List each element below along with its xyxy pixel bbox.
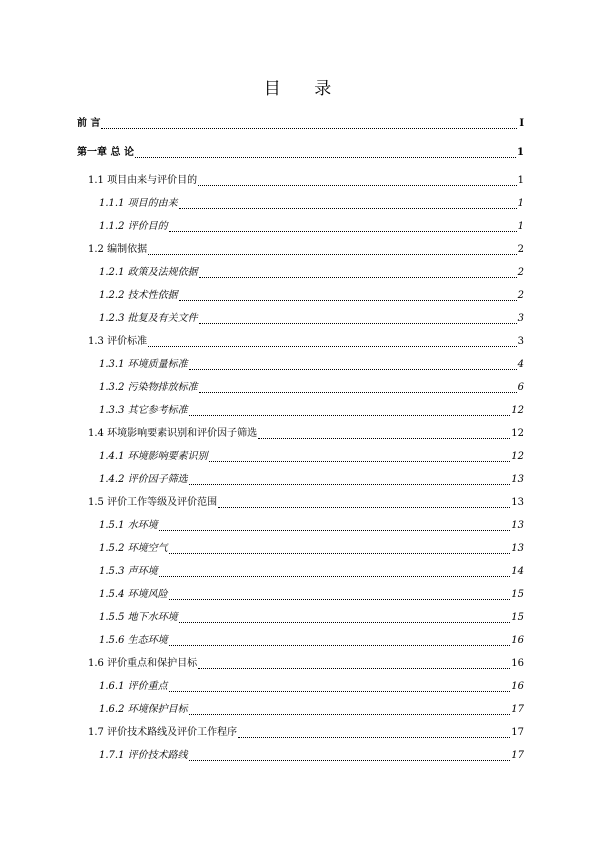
toc-entry-page: 3 (517, 336, 524, 347)
toc-entry[interactable] (99, 288, 524, 304)
toc-entry-label: 1.5.6 生态环境 (99, 635, 168, 646)
toc-entry-page: 2 (517, 267, 524, 278)
toc-entry-page: I (519, 118, 524, 129)
toc-entry-page: 1 (517, 175, 524, 186)
dot-leader (238, 725, 510, 738)
toc-entry[interactable] (99, 679, 524, 695)
toc-entry[interactable] (77, 145, 524, 161)
toc-entry[interactable] (99, 380, 524, 396)
dot-leader (169, 587, 511, 600)
toc-entry[interactable] (99, 748, 524, 764)
toc-entry-label: 1.4.1 环境影响要素识别 (99, 451, 208, 462)
toc-entry-label: 1.1.1 项目的由来 (99, 198, 178, 209)
toc-entry-label: 1.2.2 技术性依据 (99, 290, 178, 301)
toc-entry-label: 1.5 评价工作等级及评价范围 (88, 497, 218, 508)
toc-entry-page: 13 (511, 474, 524, 485)
dot-leader (189, 472, 511, 485)
dot-leader (199, 265, 517, 278)
toc-entry-label: 第一章 总 论 (77, 147, 134, 158)
toc-entry[interactable] (99, 403, 524, 419)
toc-entry[interactable] (99, 219, 524, 235)
toc-entry-page: 16 (511, 658, 524, 669)
dot-leader (179, 288, 517, 301)
dot-leader (159, 518, 511, 531)
toc-entry-label: 1.3.1 环境质量标准 (99, 359, 188, 370)
toc-entry[interactable] (99, 633, 524, 649)
toc-entry-label: 1.6.2 环境保护目标 (99, 704, 188, 715)
toc-entry-label: 1.5.1 水环境 (99, 520, 158, 531)
toc-entry[interactable] (99, 357, 524, 373)
dot-leader (199, 311, 517, 324)
toc-entry[interactable] (99, 518, 524, 534)
dot-leader (198, 656, 510, 669)
toc-entry-label: 前 言 (77, 118, 101, 129)
toc-entry-page: 12 (511, 451, 524, 462)
toc-entry[interactable] (99, 564, 524, 580)
dot-leader (135, 145, 516, 158)
toc-entry[interactable] (77, 116, 524, 132)
toc-entry-page: 17 (511, 704, 524, 715)
toc-entry-page: 6 (517, 382, 524, 393)
toc-entry-page: 2 (517, 244, 524, 255)
toc-entry[interactable] (99, 702, 524, 718)
dot-leader (169, 219, 517, 232)
toc-entry-page: 14 (511, 566, 524, 577)
toc-entry[interactable] (99, 265, 524, 281)
toc-entry-page: 3 (517, 313, 524, 324)
toc-entry-label: 1.1 项目由来与评价目的 (88, 175, 198, 186)
toc-entry-label: 1.1.2 评价目的 (99, 221, 168, 232)
dot-leader (101, 116, 517, 129)
toc-entry-label: 1.3.3 其它参考标准 (99, 405, 188, 416)
toc-entry[interactable] (99, 311, 524, 327)
dot-leader (218, 495, 510, 508)
toc-entry-page: 17 (511, 727, 524, 738)
toc-entry-label: 1.7 评价技术路线及评价工作程序 (88, 727, 238, 738)
dot-leader (189, 403, 511, 416)
dot-leader (198, 173, 517, 186)
toc-entry[interactable] (88, 656, 524, 672)
dot-leader (189, 748, 511, 761)
dot-leader (169, 633, 511, 646)
dot-leader (169, 679, 511, 692)
toc-entry-label: 1.2.1 政策及法规依据 (99, 267, 198, 278)
toc-entry-label: 1.6 评价重点和保护目标 (88, 658, 198, 669)
dot-leader (209, 449, 511, 462)
toc-entry[interactable] (99, 196, 524, 212)
toc-entry-label: 1.3 评价标准 (88, 336, 148, 347)
dot-leader (169, 541, 511, 554)
dot-leader (189, 357, 517, 370)
toc-entry-page: 12 (511, 428, 524, 439)
toc-entry[interactable] (99, 472, 524, 488)
dot-leader (199, 380, 517, 393)
toc-entry[interactable] (99, 449, 524, 465)
toc-entry[interactable] (88, 334, 524, 350)
toc-entry-page: 16 (511, 635, 524, 646)
dot-leader (179, 196, 517, 209)
toc-entry-label: 1.2.3 批复及有关文件 (99, 313, 198, 324)
toc-entry[interactable] (88, 426, 524, 442)
toc-entry-label: 1.5.5 地下水环境 (99, 612, 178, 623)
dot-leader (179, 610, 511, 623)
toc-entry-page: 13 (511, 497, 524, 508)
toc-entry-label: 1.4.2 评价因子筛选 (99, 474, 188, 485)
toc-entry-page: 12 (511, 405, 524, 416)
toc-entry[interactable] (99, 541, 524, 557)
toc-entry-page: 4 (517, 359, 524, 370)
toc-entry[interactable] (88, 725, 524, 741)
toc-title: 目 录 (263, 79, 346, 99)
toc-entry-page: 13 (511, 520, 524, 531)
dot-leader (258, 426, 510, 439)
toc-entry-page: 17 (511, 750, 524, 761)
toc-entry[interactable] (88, 173, 524, 189)
dot-leader (189, 702, 511, 715)
dot-leader (148, 242, 517, 255)
toc-entry-page: 2 (517, 290, 524, 301)
toc-entry[interactable] (88, 495, 524, 511)
dot-leader (148, 334, 517, 347)
toc-entry-label: 1.6.1 评价重点 (99, 681, 168, 692)
toc-entry-label: 1.5.4 环境风险 (99, 589, 168, 600)
toc-entry-page: 15 (511, 589, 524, 600)
toc-entry-page: 13 (511, 543, 524, 554)
toc-entry-label: 1.3.2 污染物排放标准 (99, 382, 198, 393)
toc-entry-page: 1 (517, 147, 524, 158)
toc-entry-label: 1.5.3 声环境 (99, 566, 158, 577)
toc-entry[interactable] (99, 610, 524, 626)
toc-entry-label: 1.7.1 评价技术路线 (99, 750, 188, 761)
toc-entry[interactable] (88, 242, 524, 258)
toc-entry-label: 1.4 环境影响要素识别和评价因子筛选 (88, 428, 258, 439)
toc-entry-page: 16 (511, 681, 524, 692)
toc-entry-label: 1.2 编制依据 (88, 244, 148, 255)
toc-entry-page: 15 (511, 612, 524, 623)
toc-entry[interactable] (99, 587, 524, 603)
dot-leader (159, 564, 511, 577)
toc-entry-page: 1 (517, 221, 524, 232)
toc-entry-page: 1 (517, 198, 524, 209)
toc-entry-label: 1.5.2 环境空气 (99, 543, 168, 554)
